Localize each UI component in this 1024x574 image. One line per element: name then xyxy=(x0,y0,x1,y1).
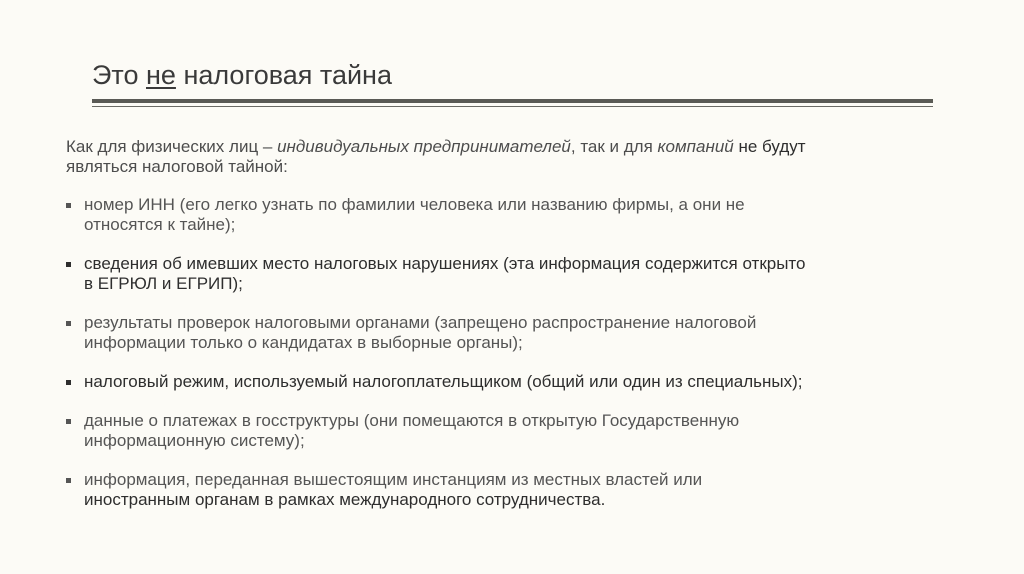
list-item-line2: иностранным органам в рамках международного сотрудничества. xyxy=(84,490,606,509)
bullet-marker-icon xyxy=(66,478,71,483)
list-item xyxy=(66,372,966,392)
list-item-line1: номер ИНН (его легко узнать по фамилии человека или названию фирмы, а они не xyxy=(84,195,745,214)
intro-paragraph xyxy=(66,137,966,177)
bullet-marker-icon xyxy=(66,321,71,326)
list-item xyxy=(66,254,966,294)
intro-text-5: не будут xyxy=(733,137,806,156)
slide-title xyxy=(92,60,392,91)
bullet-marker-icon xyxy=(66,203,71,208)
intro-text-4: компаний xyxy=(657,137,734,156)
intro-text-1: Как для физических лиц – xyxy=(66,137,278,156)
list-item xyxy=(66,195,966,235)
list-item-line2: информации только о кандидатах в выборные органы); xyxy=(84,333,523,352)
title-part1: Это xyxy=(92,60,146,90)
bullet-marker-icon xyxy=(66,262,71,267)
list-item-line2: в ЕГРЮЛ и ЕГРИП); xyxy=(84,274,243,293)
bullet-list xyxy=(66,195,966,529)
intro-text-2: индивидуальных предпринимателей xyxy=(277,137,571,156)
intro-text-6: являться налоговой тайной: xyxy=(66,157,288,176)
title-part2: налоговая тайна xyxy=(175,60,392,90)
list-item-line1: данные о платежах в госструктуры (они помещаются в открытую Государственную xyxy=(84,411,740,430)
list-item xyxy=(66,313,966,353)
list-item-line1: налоговый режим, используемый налогоплательщиком (общий или один из специальных); xyxy=(84,372,803,391)
list-item-line1: информация, переданная вышестоящим инстанциям из местных властей или xyxy=(84,470,703,489)
title-divider-thin xyxy=(92,106,933,107)
bullet-marker-icon xyxy=(66,380,71,385)
list-item xyxy=(66,411,966,451)
title-divider-thick xyxy=(92,99,933,103)
list-item-line2: информационную систему); xyxy=(84,431,305,450)
list-item-line1: сведения об имевших место налоговых нарушениях (эта информация содержится открыто xyxy=(84,254,806,273)
list-item-line1: результаты проверок налоговыми органами (запрещено распространение налоговой xyxy=(84,313,757,332)
title-underlined: не xyxy=(146,60,176,90)
bullet-marker-icon xyxy=(66,419,71,424)
intro-text-3: , так и для xyxy=(570,137,658,156)
list-item-line2: относятся к тайне); xyxy=(84,215,236,234)
list-item xyxy=(66,470,966,510)
